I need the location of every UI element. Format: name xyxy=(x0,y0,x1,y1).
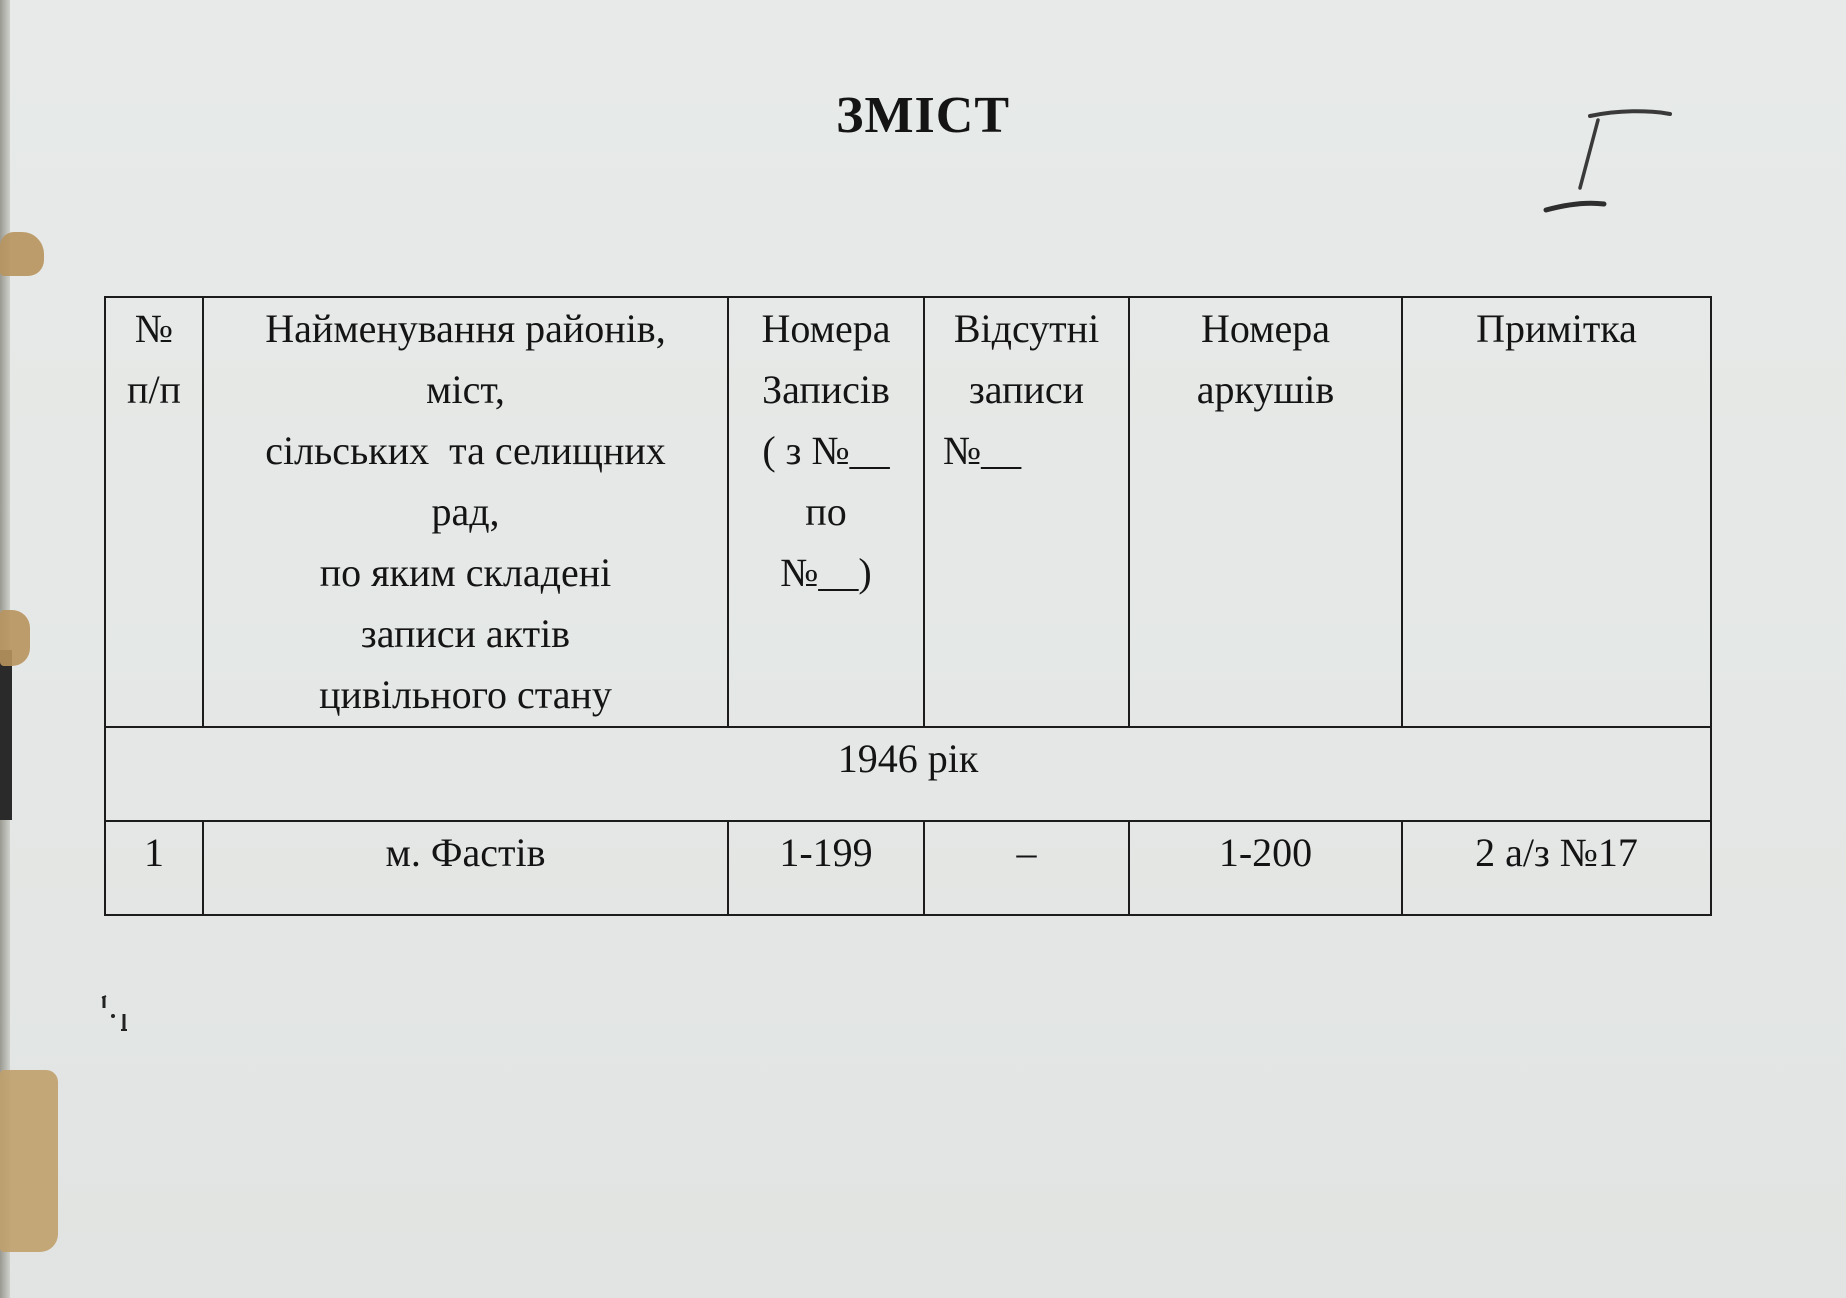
header-sheets: Номера аркушів xyxy=(1129,297,1402,727)
row-number: 1 xyxy=(105,821,203,915)
header-number: № п/п xyxy=(105,297,203,727)
header-missing: Відсутні записи №__ xyxy=(924,297,1129,727)
binding-shadow xyxy=(0,650,12,820)
header-name: Найменування районів, міст, сільських та селищних рад, по яким складені записи актів цивільного стану xyxy=(203,297,728,727)
handwritten-numeral-mark xyxy=(1538,102,1678,222)
row-note: 2 а/з №17 xyxy=(1402,821,1711,915)
tape-fragment xyxy=(0,232,44,276)
year-section-row xyxy=(105,727,1711,821)
stray-ink-marks xyxy=(96,990,136,1040)
row-name: м. Фастів xyxy=(203,821,728,915)
tape-fragment xyxy=(0,1070,58,1252)
header-note: Примітка xyxy=(1402,297,1711,727)
row-records: 1-199 xyxy=(728,821,924,915)
contents-table xyxy=(104,296,1712,916)
page-title: ЗМІСТ xyxy=(836,87,1010,144)
tape-fragment xyxy=(0,610,30,666)
header-records: Номера Записів ( з №__ по №__) xyxy=(728,297,924,727)
row-missing: – xyxy=(924,821,1129,915)
year-section-label: 1946 рік xyxy=(105,727,1711,821)
table-row xyxy=(105,821,1711,915)
row-sheets: 1-200 xyxy=(1129,821,1402,915)
table-header-row xyxy=(105,297,1711,727)
